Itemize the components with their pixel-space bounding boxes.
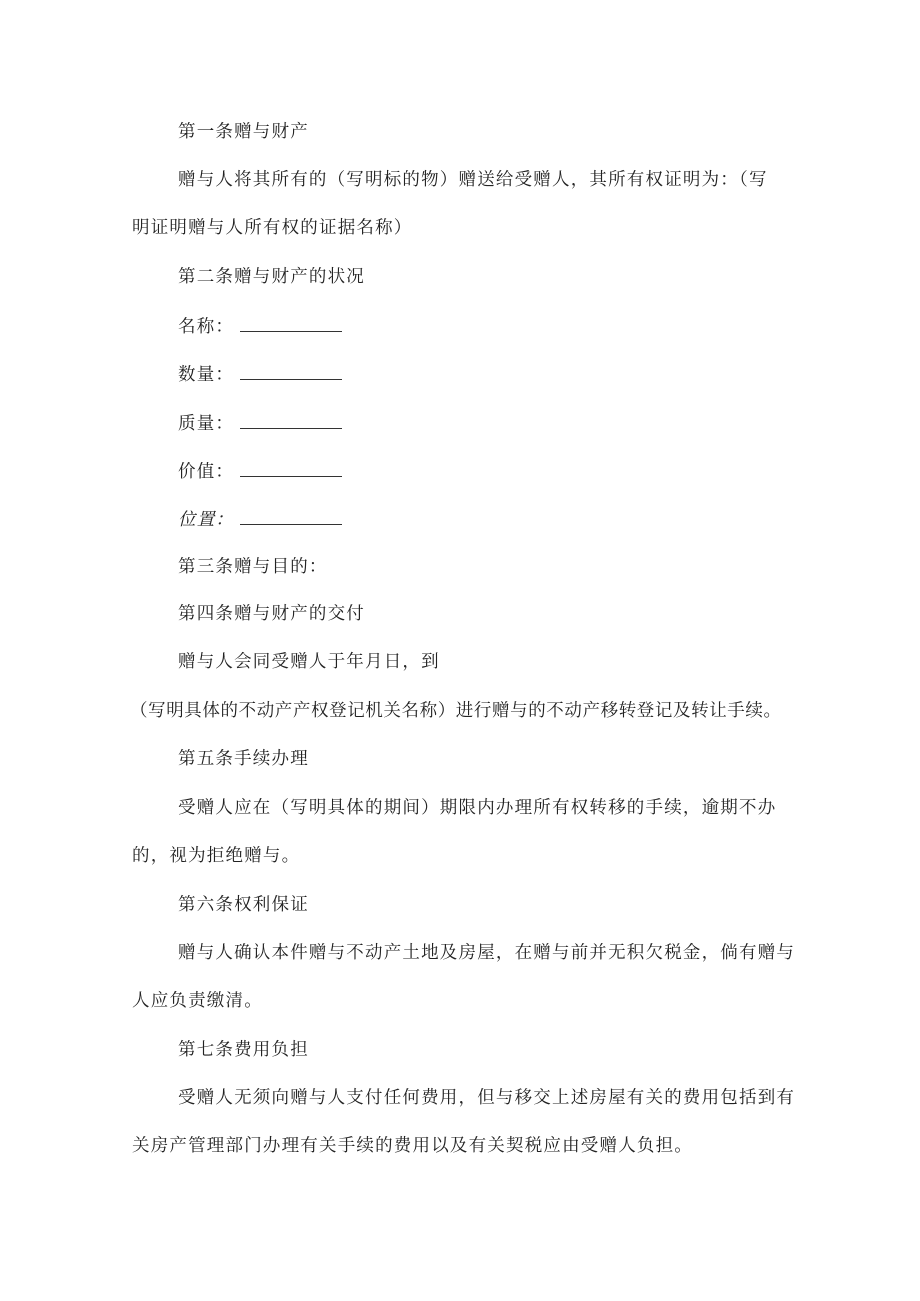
article-4-heading: 第四条赠与财产的交付: [178, 604, 365, 624]
field-location-label: 位置：: [178, 510, 235, 530]
article-4-paragraph-line-1: 赠与人会同受赠人于年月日，到: [178, 652, 440, 672]
field-value: [178, 458, 342, 484]
article-5-paragraph-line-2: 的，视为拒绝赠与。: [132, 846, 301, 866]
article-4-paragraph-line-2: （写明具体的不动产产权登记机关名称）进行赠与的不动产移转登记及转让手续。: [130, 701, 782, 721]
article-5-heading: 第五条手续办理: [178, 749, 309, 769]
article-1-heading: 第一条赠与财产: [178, 122, 309, 142]
field-name: [178, 313, 342, 339]
article-7-paragraph-line-2: 关房产管理部门办理有关手续的费用以及有关契税应由受赠人负担。: [132, 1136, 693, 1156]
field-quality-label: 质量：: [178, 414, 235, 434]
article-6-paragraph-line-1: 赠与人确认本件赠与不动产土地及房屋，在赠与前并无积欠税金，倘有赠与: [178, 943, 796, 963]
field-location: [178, 506, 342, 532]
field-location-blank: [240, 506, 342, 525]
article-7-heading: 第七条费用负担: [178, 1040, 309, 1060]
field-value-label: 价值：: [178, 462, 235, 482]
article-2-heading: 第二条赠与财产的状况: [178, 267, 365, 287]
article-1-paragraph-line-2: 明证明赠与人所有权的证据名称）: [132, 218, 413, 238]
field-name-blank: [240, 313, 342, 332]
field-quantity-blank: [240, 361, 342, 380]
article-6-paragraph-line-2: 人应负责缴清。: [132, 991, 263, 1011]
field-quantity-label: 数量：: [178, 365, 235, 385]
article-7-paragraph-line-1: 受赠人无须向赠与人支付任何费用，但与移交上述房屋有关的费用包括到有: [178, 1088, 796, 1108]
article-3-heading: 第三条赠与目的：: [178, 557, 328, 577]
article-6-heading: 第六条权利保证: [178, 895, 309, 915]
field-name-label: 名称：: [178, 317, 235, 337]
field-quantity: [178, 361, 342, 387]
field-value-blank: [240, 458, 342, 477]
field-quality: [178, 410, 342, 436]
article-1-paragraph-line-1: 赠与人将其所有的（写明标的物）赠送给受赠人，其所有权证明为：（写: [178, 170, 768, 190]
article-5-paragraph-line-1: 受赠人应在（写明具体的期间）期限内办理所有权转移的手续，逾期不办: [178, 798, 777, 818]
field-quality-blank: [240, 410, 342, 429]
